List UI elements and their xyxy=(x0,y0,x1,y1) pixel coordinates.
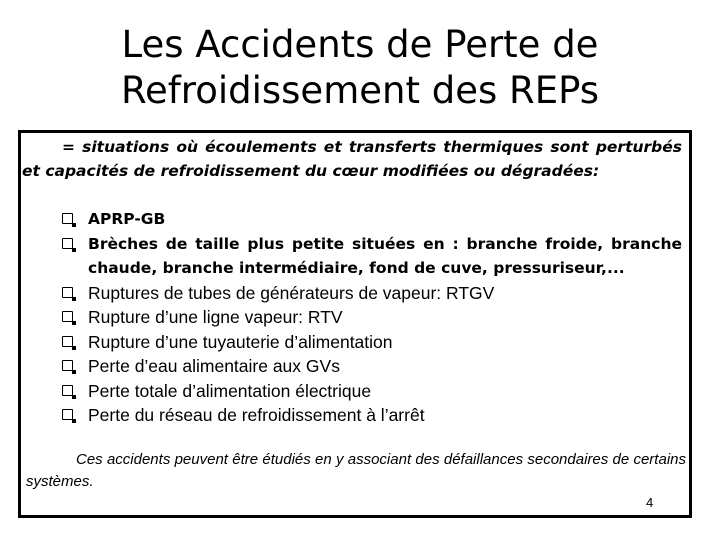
checkbox-bullet-icon xyxy=(62,287,73,298)
page-number: 4 xyxy=(646,495,654,510)
checkbox-bullet-icon xyxy=(62,385,73,396)
list-item-text: Perte totale d’alimentation électrique xyxy=(88,380,372,401)
slide-title xyxy=(0,22,720,114)
list-item-text: Rupture d’une tuyauterie d’alimentation xyxy=(88,331,393,352)
checkbox-bullet-icon xyxy=(62,336,73,347)
list-item xyxy=(62,281,682,306)
slide-title-line-1: Les Accidents de Perte de xyxy=(121,23,599,66)
outro-paragraph xyxy=(26,449,686,493)
checkbox-bullet-icon xyxy=(62,360,73,371)
list-item xyxy=(62,379,682,404)
list-item-text: Perte d’eau alimentaire aux GVs xyxy=(88,356,340,376)
list-item-text: Ruptures de tubes de générateurs de vapeur: RTGV xyxy=(88,282,495,303)
list-item xyxy=(62,403,682,428)
list-item-text: Rupture d’une ligne vapeur: RTV xyxy=(88,307,343,327)
list-item xyxy=(62,330,682,355)
checkbox-bullet-icon xyxy=(62,409,73,420)
checkbox-bullet-icon xyxy=(62,238,73,249)
list-item xyxy=(62,207,682,232)
list-item xyxy=(62,232,682,281)
checkbox-bullet-icon xyxy=(62,213,73,224)
intro-paragraph xyxy=(22,136,682,183)
slide-title-line-2: Refroidissement des REPs xyxy=(120,69,600,112)
list-item xyxy=(62,354,682,379)
list-item-text: Brèches de taille plus petite situées en : branche froide, branche chaude, branche intermédiaire, fond de cuve, pressuriseur,... xyxy=(88,234,682,277)
list-item-text: APRP-GB xyxy=(88,210,166,228)
outro-text: Ces accidents peuvent être étudiés en y associant des défaillances secondaires de certains systèmes. xyxy=(26,451,686,490)
list-item-text: Perte du réseau de refroidissement à l’arrêt xyxy=(88,405,425,425)
accident-list xyxy=(62,207,682,428)
checkbox-bullet-icon xyxy=(62,311,73,322)
list-item xyxy=(62,305,682,330)
intro-text: = situations où écoulements et transferts thermiques sont perturbés et capacités de refroidissement du cœur modifiées ou dégradées: xyxy=(22,138,682,180)
